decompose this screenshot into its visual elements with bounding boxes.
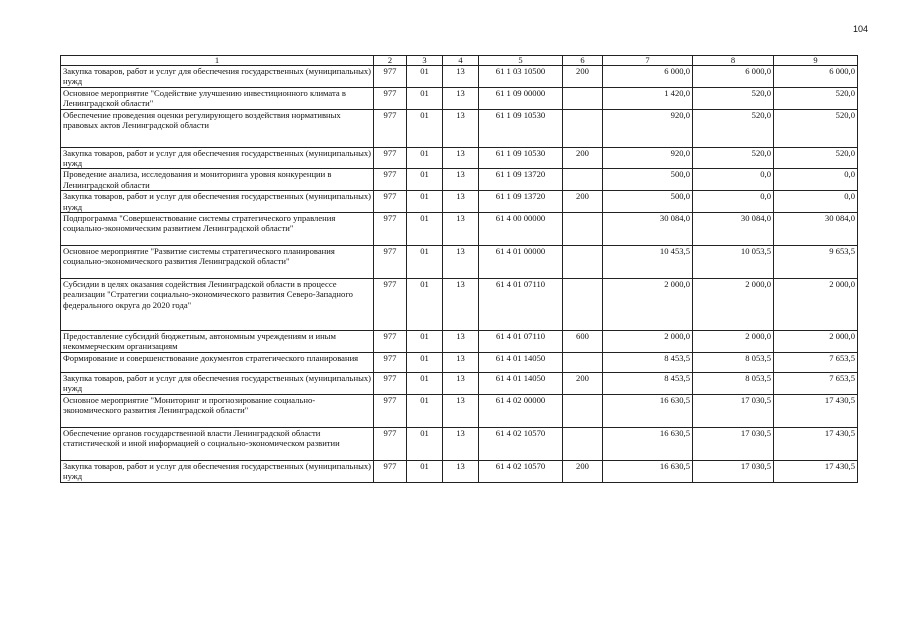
table-header-row	[61, 56, 858, 66]
row-amount-col9: 7 653,5	[774, 372, 858, 394]
row-section-code: 01	[407, 191, 443, 213]
col-header-8: 8	[693, 56, 774, 66]
row-amount-col7: 920,0	[603, 147, 693, 169]
row-target-article: 61 1 09 10530	[479, 147, 563, 169]
row-section-code: 01	[407, 147, 443, 169]
row-amount-col9: 2 000,0	[774, 279, 858, 331]
row-expense-type	[563, 109, 603, 147]
row-expense-type	[563, 352, 603, 372]
row-target-article: 61 4 01 14050	[479, 352, 563, 372]
row-amount-col8: 8 053,5	[693, 372, 774, 394]
row-section-code: 01	[407, 66, 443, 88]
row-section-code: 01	[407, 109, 443, 147]
row-target-article: 61 1 09 00000	[479, 87, 563, 109]
row-section-code: 01	[407, 246, 443, 279]
row-ministry-code: 977	[374, 87, 407, 109]
table-row	[61, 109, 858, 147]
table-row	[61, 427, 858, 460]
row-description: Предоставление субсидий бюджетным, автономным учреждениям и иным некоммерческим организациям	[61, 331, 374, 353]
row-target-article: 61 4 01 07110	[479, 331, 563, 353]
row-amount-col8: 17 030,5	[693, 394, 774, 427]
row-description: Формирование и совершенствование документов стратегического планирования	[61, 352, 374, 372]
row-target-article: 61 1 09 10530	[479, 109, 563, 147]
row-subsection-code: 13	[443, 394, 479, 427]
row-amount-col8: 520,0	[693, 87, 774, 109]
col-header-7: 7	[603, 56, 693, 66]
row-description: Субсидии в целях оказания содействия Ленинградской области в процессе реализации "Стратегии социально-экономического развития Северо-Западного федерального округа до 2020 года"	[61, 279, 374, 331]
row-amount-col7: 2 000,0	[603, 279, 693, 331]
row-description: Закупка товаров, работ и услуг для обеспечения государственных (муниципальных) нужд	[61, 460, 374, 482]
row-amount-col8: 30 084,0	[693, 213, 774, 246]
row-amount-col9: 2 000,0	[774, 331, 858, 353]
row-description: Закупка товаров, работ и услуг для обеспечения государственных (муниципальных) нужд	[61, 66, 374, 88]
row-expense-type: 200	[563, 460, 603, 482]
row-amount-col9: 0,0	[774, 169, 858, 191]
row-amount-col7: 30 084,0	[603, 213, 693, 246]
row-ministry-code: 977	[374, 66, 407, 88]
row-expense-type	[563, 394, 603, 427]
row-amount-col8: 0,0	[693, 191, 774, 213]
row-description: Основное мероприятие "Развитие системы стратегического планирования социально-экономического развития Ленинградской области"	[61, 246, 374, 279]
row-section-code: 01	[407, 460, 443, 482]
row-amount-col7: 10 453,5	[603, 246, 693, 279]
row-description: Закупка товаров, работ и услуг для обеспечения государственных (муниципальных) нужд	[61, 372, 374, 394]
table-row	[61, 460, 858, 482]
row-target-article: 61 4 01 14050	[479, 372, 563, 394]
row-amount-col9: 520,0	[774, 147, 858, 169]
row-description: Обеспечение органов государственной власти Ленинградской области статистической и иной информацией о социально-экономическом развитии	[61, 427, 374, 460]
col-header-6: 6	[563, 56, 603, 66]
row-amount-col7: 16 630,5	[603, 394, 693, 427]
row-ministry-code: 977	[374, 213, 407, 246]
row-amount-col7: 16 630,5	[603, 460, 693, 482]
row-subsection-code: 13	[443, 279, 479, 331]
row-amount-col8: 6 000,0	[693, 66, 774, 88]
row-ministry-code: 977	[374, 394, 407, 427]
row-section-code: 01	[407, 169, 443, 191]
row-amount-col7: 8 453,5	[603, 372, 693, 394]
col-header-2: 2	[374, 56, 407, 66]
row-subsection-code: 13	[443, 331, 479, 353]
row-ministry-code: 977	[374, 147, 407, 169]
row-section-code: 01	[407, 331, 443, 353]
row-target-article: 61 1 03 10500	[479, 66, 563, 88]
row-ministry-code: 977	[374, 246, 407, 279]
row-amount-col9: 17 430,5	[774, 460, 858, 482]
row-ministry-code: 977	[374, 460, 407, 482]
row-target-article: 61 4 02 00000	[479, 394, 563, 427]
row-ministry-code: 977	[374, 279, 407, 331]
budget-table	[60, 55, 858, 483]
row-expense-type: 200	[563, 66, 603, 88]
row-amount-col7: 920,0	[603, 109, 693, 147]
row-target-article: 61 4 02 10570	[479, 427, 563, 460]
row-description: Подпрограмма "Совершенствование системы стратегического управления социально-экономическим развитием Ленинградской области"	[61, 213, 374, 246]
row-amount-col9: 7 653,5	[774, 352, 858, 372]
row-subsection-code: 13	[443, 213, 479, 246]
page-number: 104	[853, 24, 869, 34]
row-target-article: 61 1 09 13720	[479, 169, 563, 191]
row-amount-col7: 500,0	[603, 169, 693, 191]
row-expense-type: 600	[563, 331, 603, 353]
table-row	[61, 246, 858, 279]
col-header-1: 1	[61, 56, 374, 66]
row-target-article: 61 4 02 10570	[479, 460, 563, 482]
row-description: Обеспечение проведения оценки регулирующего воздействия нормативных правовых актов Ленинградской области	[61, 109, 374, 147]
row-amount-col9: 30 084,0	[774, 213, 858, 246]
row-amount-col9: 520,0	[774, 87, 858, 109]
row-description: Закупка товаров, работ и услуг для обеспечения государственных (муниципальных) нужд	[61, 191, 374, 213]
table-row	[61, 352, 858, 372]
table-row	[61, 191, 858, 213]
row-subsection-code: 13	[443, 87, 479, 109]
row-amount-col7: 1 420,0	[603, 87, 693, 109]
table-body	[61, 66, 858, 483]
row-amount-col9: 9 653,5	[774, 246, 858, 279]
table-row	[61, 213, 858, 246]
row-section-code: 01	[407, 87, 443, 109]
row-expense-type: 200	[563, 191, 603, 213]
row-expense-type	[563, 279, 603, 331]
row-amount-col7: 500,0	[603, 191, 693, 213]
table-row	[61, 394, 858, 427]
row-section-code: 01	[407, 372, 443, 394]
row-amount-col8: 2 000,0	[693, 279, 774, 331]
row-amount-col8: 17 030,5	[693, 460, 774, 482]
row-subsection-code: 13	[443, 460, 479, 482]
row-subsection-code: 13	[443, 372, 479, 394]
row-description: Закупка товаров, работ и услуг для обеспечения государственных (муниципальных) нужд	[61, 147, 374, 169]
row-amount-col9: 520,0	[774, 109, 858, 147]
row-section-code: 01	[407, 352, 443, 372]
row-subsection-code: 13	[443, 169, 479, 191]
table-row	[61, 331, 858, 353]
row-target-article: 61 4 01 00000	[479, 246, 563, 279]
row-subsection-code: 13	[443, 109, 479, 147]
row-amount-col8: 0,0	[693, 169, 774, 191]
row-amount-col8: 17 030,5	[693, 427, 774, 460]
row-expense-type: 200	[563, 372, 603, 394]
row-amount-col9: 17 430,5	[774, 394, 858, 427]
row-description: Основное мероприятие "Содействие улучшению инвестиционного климата в Ленинградской области"	[61, 87, 374, 109]
row-subsection-code: 13	[443, 427, 479, 460]
row-ministry-code: 977	[374, 169, 407, 191]
row-section-code: 01	[407, 279, 443, 331]
row-amount-col7: 6 000,0	[603, 66, 693, 88]
row-ministry-code: 977	[374, 331, 407, 353]
row-ministry-code: 977	[374, 372, 407, 394]
table-row	[61, 87, 858, 109]
table-row	[61, 169, 858, 191]
row-description: Основное мероприятие "Мониторинг и прогнозирование социально-экономического развития Ленинградской области"	[61, 394, 374, 427]
row-amount-col8: 2 000,0	[693, 331, 774, 353]
table-row	[61, 147, 858, 169]
row-expense-type: 200	[563, 147, 603, 169]
row-expense-type	[563, 427, 603, 460]
row-expense-type	[563, 87, 603, 109]
row-subsection-code: 13	[443, 191, 479, 213]
table-row	[61, 279, 858, 331]
table-row	[61, 66, 858, 88]
row-section-code: 01	[407, 394, 443, 427]
row-ministry-code: 977	[374, 191, 407, 213]
row-amount-col8: 10 053,5	[693, 246, 774, 279]
row-amount-col8: 8 053,5	[693, 352, 774, 372]
row-target-article: 61 4 00 00000	[479, 213, 563, 246]
row-target-article: 61 1 09 13720	[479, 191, 563, 213]
col-header-5: 5	[479, 56, 563, 66]
row-subsection-code: 13	[443, 246, 479, 279]
row-subsection-code: 13	[443, 147, 479, 169]
row-description: Проведение анализа, исследования и мониторинга уровня конкуренции в Ленинградской области	[61, 169, 374, 191]
row-expense-type	[563, 213, 603, 246]
row-amount-col7: 8 453,5	[603, 352, 693, 372]
row-amount-col9: 17 430,5	[774, 427, 858, 460]
row-expense-type	[563, 169, 603, 191]
row-target-article: 61 4 01 07110	[479, 279, 563, 331]
col-header-4: 4	[443, 56, 479, 66]
row-amount-col8: 520,0	[693, 109, 774, 147]
row-ministry-code: 977	[374, 427, 407, 460]
row-subsection-code: 13	[443, 66, 479, 88]
row-ministry-code: 977	[374, 109, 407, 147]
row-amount-col7: 16 630,5	[603, 427, 693, 460]
row-section-code: 01	[407, 427, 443, 460]
row-amount-col9: 6 000,0	[774, 66, 858, 88]
table-row	[61, 372, 858, 394]
row-expense-type	[563, 246, 603, 279]
row-amount-col8: 520,0	[693, 147, 774, 169]
row-subsection-code: 13	[443, 352, 479, 372]
row-amount-col7: 2 000,0	[603, 331, 693, 353]
col-header-3: 3	[407, 56, 443, 66]
row-section-code: 01	[407, 213, 443, 246]
row-ministry-code: 977	[374, 352, 407, 372]
col-header-9: 9	[774, 56, 858, 66]
row-amount-col9: 0,0	[774, 191, 858, 213]
